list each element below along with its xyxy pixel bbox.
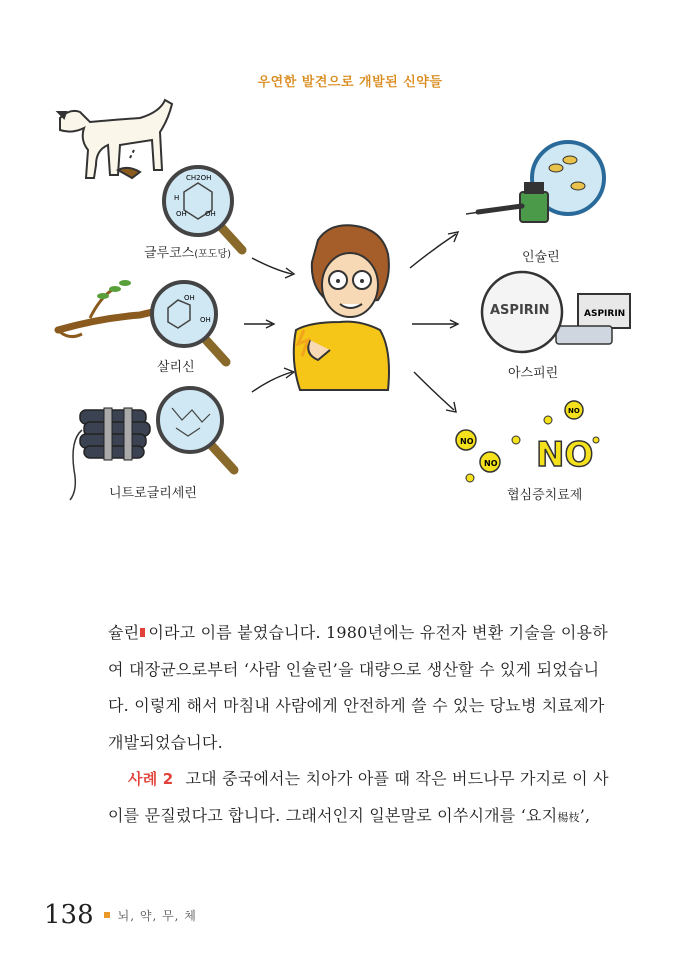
aspirin-label: 아스피린 [508,366,559,381]
case-line-1 [108,761,638,798]
body-line-1-a: 슐린 [108,623,140,642]
insulin-label: 인슐린 [522,250,560,265]
salicin-oh-text-2: OH [200,316,211,324]
aspirin-box-text: ASPIRIN [584,309,626,319]
no-bubble-text-2: NO [484,459,498,468]
case-line-1-text: 고대 중국에서는 치아가 아플 때 작은 버드나무 가지로 이 사 [185,769,609,788]
nitroglycerin-label: 니트로글리세린 [109,486,197,501]
body-text [108,615,638,836]
footer-marker [104,912,110,918]
body-line-4: 개발되었습니다. [108,732,223,752]
insulin-illustration [466,142,604,222]
nitric-oxide-illustration [456,401,599,482]
salicin-magnifier [152,282,226,362]
no-large-text: NO [536,435,594,475]
footnote-marker [140,628,145,637]
case-line-2-a: 이를 문질렀다고 합니다. 그래서인지 일본말로 이쑤시개를 ‘요지 [108,805,558,825]
page-number: 138 [44,900,94,930]
page-footer [44,900,197,930]
no-bubble-text-1: NO [460,437,474,446]
glucose-h-text: H [174,194,180,202]
no-bubble-text-3: NO [568,407,580,415]
nitroglycerin-magnifier [158,388,234,470]
glucose-formula-text: CH2OH [186,174,212,182]
dog-illustration [58,100,172,178]
body-line-1 [108,615,638,652]
figure-title: 우연한 발견으로 개발된 신약들 [257,75,443,90]
case-label: 사례 2 [128,770,174,788]
aspirin-illustration [482,272,630,352]
book-title: 뇌, 약, 무, 체 [117,908,197,923]
glucose-magnifier [164,167,242,250]
body-line-2: 여 대장균으로부터 ‘사람 인슐린’을 대량으로 생산할 수 있게 되었습니 [108,659,600,679]
glucose-label [144,242,231,261]
salicin-oh-text: OH [184,294,195,302]
glucose-oh-text: OH [176,210,187,218]
aspirin-tablet-text: ASPIRIN [490,303,550,318]
glucose-label-sub: (포도당) [194,249,232,260]
scientist-illustration [294,225,389,390]
body-line-1-b: 이라고 이름 붙였습니다. 1980년에는 유전자 변환 기술을 이용하 [148,623,608,642]
salicin-label: 살리신 [157,360,195,375]
heart-drug-label: 협심증치료제 [507,488,583,503]
glucose-label-text: 글루코스 [144,246,195,261]
case-line-2-b: ’, [579,805,591,825]
body-line-3: 다. 이렇게 해서 마침내 사람에게 안전하게 쓸 수 있는 당뇨병 치료제가 [108,696,605,715]
glucose-oh-text-2: OH [205,210,216,218]
case-line-2-hanja: 楊枝 [557,810,580,824]
case-line-2 [108,798,638,837]
